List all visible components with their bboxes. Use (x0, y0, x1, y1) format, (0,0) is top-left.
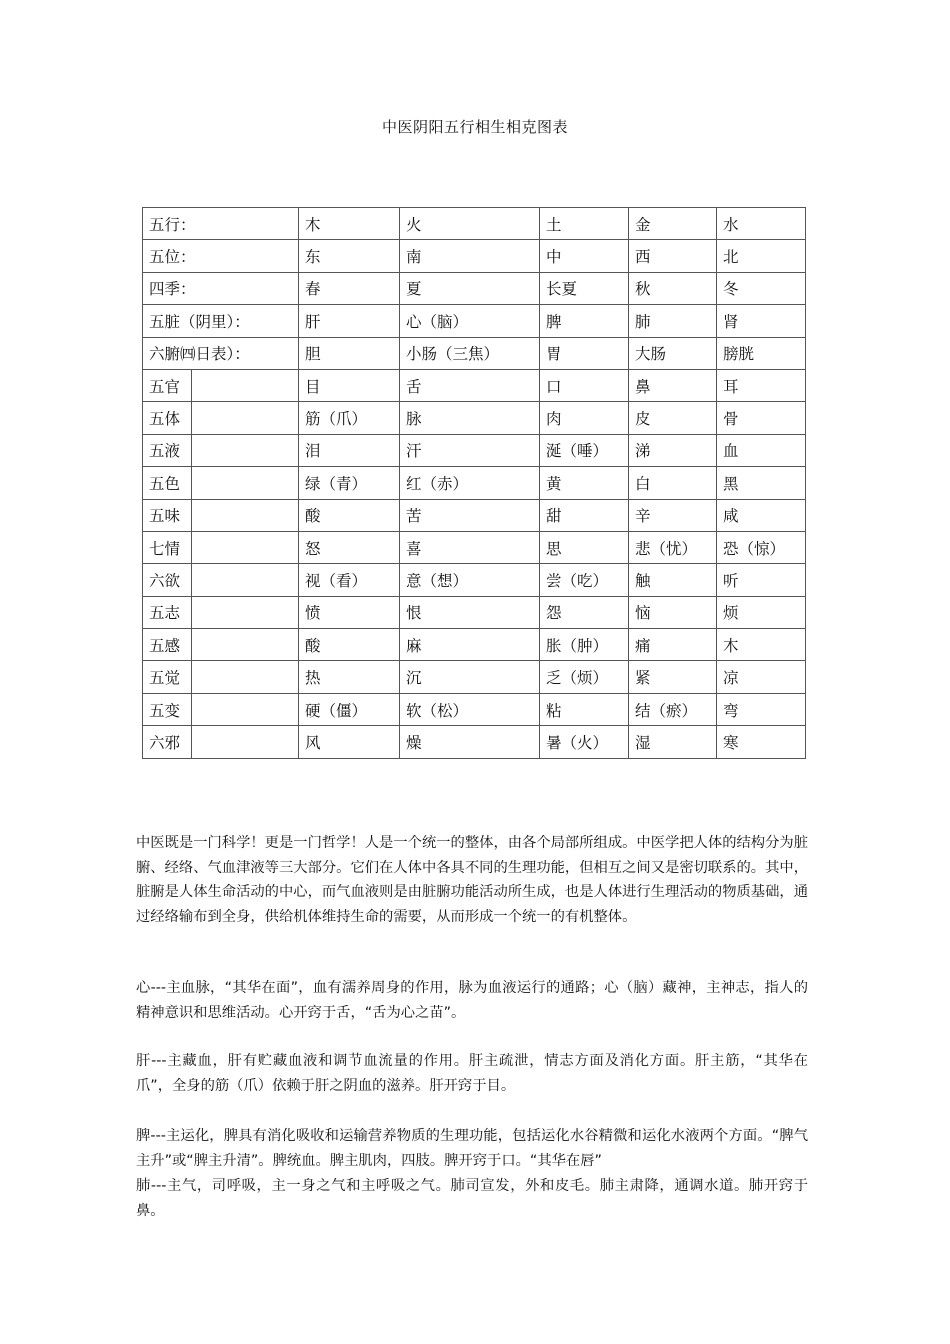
row-label-cell: 六邪 (143, 726, 192, 758)
table-row (143, 272, 806, 304)
table-cell: 烦 (717, 596, 806, 628)
table-cell: 东 (299, 240, 400, 272)
table-cell: 白 (629, 467, 717, 499)
table-cell: 夏 (400, 272, 540, 304)
table-cell: 大肠 (629, 337, 717, 369)
table-row (143, 596, 806, 628)
table-cell: 寒 (717, 726, 806, 758)
liver-paragraph: 肝---主藏血，肝有贮藏血液和调节血流量的作用。肝主疏泄，情志方面及消化方面。肝主筋，“其华在爪”，全身的筋（爪）依赖于肝之阴血的滋养。肝开窍于目。 (136, 1053, 808, 1094)
table-cell: 泪 (299, 434, 400, 466)
empty-cell (192, 661, 299, 693)
table-cell: 怒 (299, 531, 400, 563)
row-label-cell: 五行： (143, 208, 299, 240)
table-cell: 中 (540, 240, 629, 272)
table-cell: 口 (540, 369, 629, 401)
table-cell: 燥 (400, 726, 540, 758)
table-cell: 涕 (629, 434, 717, 466)
row-label-cell: 四季： (143, 272, 299, 304)
row-label-cell: 五味 (143, 499, 192, 531)
empty-cell (192, 499, 299, 531)
table-cell: 秋 (629, 272, 717, 304)
table-row (143, 661, 806, 693)
table-row (143, 305, 806, 337)
table-cell: 胀（肿） (540, 629, 629, 661)
table-cell: 北 (717, 240, 806, 272)
table-cell: 喜 (400, 531, 540, 563)
table-cell: 乏（烦） (540, 661, 629, 693)
heart-paragraph: 心---主血脉，“其华在面”，血有濡养周身的作用，脉为血液运行的通路；心（脑）藏神，主神志，指人的精神意识和思维活动。心开窍于舌，“舌为心之苗”。 (136, 980, 808, 1021)
table-row (143, 629, 806, 661)
table-cell: 思 (540, 531, 629, 563)
table-cell: 愤 (299, 596, 400, 628)
table-cell: 目 (299, 369, 400, 401)
table-cell: 苦 (400, 499, 540, 531)
table-cell: 悲（忧） (629, 531, 717, 563)
table-cell: 木 (717, 629, 806, 661)
empty-cell (192, 726, 299, 758)
page-title: 中医阴阳五行相生相克图表 (381, 118, 568, 136)
table-cell: 冬 (717, 272, 806, 304)
empty-cell (192, 434, 299, 466)
table-cell: 膀胱 (717, 337, 806, 369)
table-cell: 黑 (717, 467, 806, 499)
table-cell: 皮 (629, 402, 717, 434)
row-label-cell: 五位： (143, 240, 299, 272)
table-row (143, 208, 806, 240)
table-cell: 脉 (400, 402, 540, 434)
row-label-cell: 五色 (143, 467, 192, 499)
table-cell: 听 (717, 564, 806, 596)
table-cell: 金 (629, 208, 717, 240)
row-label-cell: 五志 (143, 596, 192, 628)
table-cell: 紧 (629, 661, 717, 693)
empty-cell (192, 629, 299, 661)
table-row (143, 240, 806, 272)
table-cell: 风 (299, 726, 400, 758)
table-cell: 肝 (299, 305, 400, 337)
empty-cell (192, 369, 299, 401)
table-cell: 黄 (540, 467, 629, 499)
table-row (143, 564, 806, 596)
row-label-cell: 七情 (143, 531, 192, 563)
table-row (143, 369, 806, 401)
table-row (143, 693, 806, 725)
intro-paragraph: 中医既是一门科学！更是一门哲学！人是一个统一的整体，由各个局部所组成。中医学把人体的结构分为脏腑、经络、气血津液等三大部分。它们在人体中各具不同的生理功能，但相互之间又是密切联系的。其中，脏腑是人体生命活动的中心，而气血液则是由脏腑功能活动所生成，也是人体进行生理活动的物质基础，通过经络输布到全身，供给机体维持生命的需要，从而形成一个统一的有机整体。 (136, 835, 808, 925)
table-cell: 木 (299, 208, 400, 240)
table-row (143, 402, 806, 434)
table-cell: 咸 (717, 499, 806, 531)
table-cell: 筋（爪） (299, 402, 400, 434)
table-cell: 土 (540, 208, 629, 240)
table-cell: 肺 (629, 305, 717, 337)
table-cell: 涎（唾） (540, 434, 629, 466)
empty-cell (192, 564, 299, 596)
table-cell: 小肠（三焦） (400, 337, 540, 369)
table-cell: 尝（吃） (540, 564, 629, 596)
table-cell: 凉 (717, 661, 806, 693)
table-row (143, 531, 806, 563)
table-cell: 红（赤） (400, 467, 540, 499)
table-cell: 恐（惊） (717, 531, 806, 563)
lung-paragraph: 肺---主气，司呼吸，主一身之气和主呼吸之气。肺司宣发，外和皮毛。肺主肃降，通调水道。肺开窍于鼻。 (136, 1178, 808, 1219)
table-cell: 西 (629, 240, 717, 272)
table-row (143, 434, 806, 466)
table-cell: 湿 (629, 726, 717, 758)
table-cell: 春 (299, 272, 400, 304)
table-cell: 热 (299, 661, 400, 693)
table-cell: 胃 (540, 337, 629, 369)
table-cell: 痛 (629, 629, 717, 661)
table-cell: 粘 (540, 693, 629, 725)
row-label-cell: 五液 (143, 434, 192, 466)
table-cell: 耳 (717, 369, 806, 401)
table-cell: 血 (717, 434, 806, 466)
table-cell: 胆 (299, 337, 400, 369)
table-cell: 暑（火） (540, 726, 629, 758)
table-cell: 视（看） (299, 564, 400, 596)
table-cell: 长夏 (540, 272, 629, 304)
table-cell: 辛 (629, 499, 717, 531)
table-cell: 结（瘀） (629, 693, 717, 725)
spleen-paragraph: 脾---主运化，脾具有消化吸收和运输营养物质的生理功能，包括运化水谷精微和运化水液两个方面。“脾气主升”或“脾主升清”。脾统血。脾主肌肉，四肢。脾开窍于口。“其华在唇” (136, 1128, 808, 1169)
empty-cell (192, 531, 299, 563)
table-row (143, 499, 806, 531)
table-cell: 软（松） (400, 693, 540, 725)
table-row (143, 726, 806, 758)
row-label-cell: 五体 (143, 402, 192, 434)
table-cell: 酸 (299, 629, 400, 661)
table-cell: 怨 (540, 596, 629, 628)
row-label-cell: 五变 (143, 693, 192, 725)
table-cell: 肾 (717, 305, 806, 337)
table-cell: 骨 (717, 402, 806, 434)
table-cell: 舌 (400, 369, 540, 401)
empty-cell (192, 693, 299, 725)
row-label-cell: 五觉 (143, 661, 192, 693)
table-cell: 脾 (540, 305, 629, 337)
row-label-cell: 五感 (143, 629, 192, 661)
table-cell: 恼 (629, 596, 717, 628)
table-cell: 水 (717, 208, 806, 240)
row-label-cell: 六欲 (143, 564, 192, 596)
table-cell: 意（想） (400, 564, 540, 596)
table-cell: 火 (400, 208, 540, 240)
table-cell: 甜 (540, 499, 629, 531)
table-cell: 硬（僵） (299, 693, 400, 725)
table-cell: 恨 (400, 596, 540, 628)
row-label-cell: 五脏（阴里）： (143, 305, 299, 337)
empty-cell (192, 402, 299, 434)
empty-cell (192, 596, 299, 628)
table-cell: 沉 (400, 661, 540, 693)
table-cell: 麻 (400, 629, 540, 661)
table-row (143, 337, 806, 369)
table-cell: 绿（青） (299, 467, 400, 499)
table-cell: 鼻 (629, 369, 717, 401)
table-cell: 肉 (540, 402, 629, 434)
five-elements-table (142, 207, 806, 759)
table-cell: 南 (400, 240, 540, 272)
row-label-cell: 五官 (143, 369, 192, 401)
table-cell: 弯 (717, 693, 806, 725)
row-label-cell: 六腑㈣日表）： (143, 337, 299, 369)
table-cell: 心（脑） (400, 305, 540, 337)
empty-cell (192, 467, 299, 499)
table-cell: 汗 (400, 434, 540, 466)
table-row (143, 467, 806, 499)
table-cell: 触 (629, 564, 717, 596)
table-cell: 酸 (299, 499, 400, 531)
